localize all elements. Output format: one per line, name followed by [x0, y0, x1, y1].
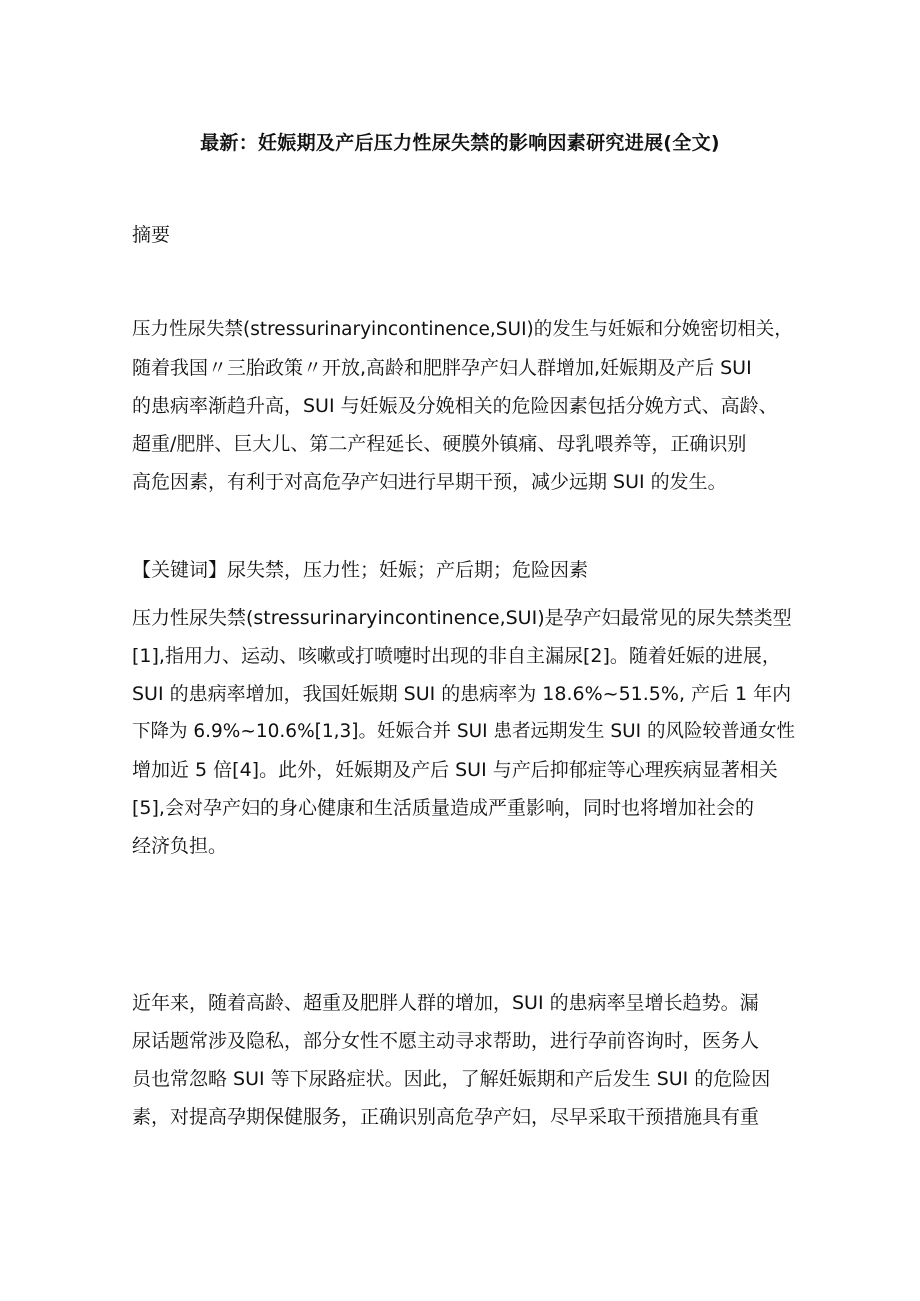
- body-line: 尿话题常涉及隐私，部分女性不愿主动寻求帮助，进行孕前咨询时，医务人: [132, 1030, 760, 1052]
- abstract-line: 压力性尿失禁(stressurinaryincontinence,SUI)的发生与妊娠和分娩密切相关，: [132, 319, 793, 340]
- body-line: 员也常忽略 SUI 等下尿路症状。因此，了解妊娠期和产后发生 SUI 的危险因: [132, 1068, 771, 1090]
- abstract-line: 超重/肥胖、巨大儿、第二产程延长、硬膜外镇痛、母乳喂养等，正确识别: [132, 433, 747, 455]
- document-title: 最新：妊娠期及产后压力性尿失禁的影响因素研究进展(全文): [200, 132, 720, 154]
- abstract-heading: 摘要: [132, 224, 171, 246]
- body-line: 压力性尿失禁(stressurinaryincontinence,SUI)是孕产妇最常见的尿失禁类型: [132, 607, 792, 629]
- body-line: SUI 的患病率增加，我国妊娠期 SUI 的患病率为 18.6%~51.5%, 产后 1 年内: [132, 683, 792, 705]
- body-line: 素，对提高孕期保健服务，正确识别高危孕产妇，尽早采取干预措施具有重: [132, 1106, 760, 1128]
- abstract-line: 的患病率渐趋升高，SUI 与妊娠及分娩相关的危险因素包括分娩方式、高龄、: [132, 395, 778, 417]
- keywords-line: 【关键词】尿失禁，压力性；妊娠；产后期；危险因素: [132, 559, 589, 581]
- body-paragraph-2: [132, 984, 797, 1136]
- abstract-line: 随着我国〃三胎政策〃开放,高龄和肥胖孕产妇人群增加,妊娠期及产后 SUI: [132, 357, 752, 379]
- abstract-paragraph: [132, 311, 797, 501]
- body-line: 近年来，随着高龄、超重及肥胖人群的增加，SUI 的患病率呈增长趋势。漏: [132, 992, 759, 1014]
- body-line: 增加近 5 倍[4]。此外，妊娠期及产后 SUI 与产后抑郁症等心理疾病显著相关: [132, 759, 778, 781]
- body-paragraph-1: [132, 599, 797, 865]
- body-line: 下降为 6.9%~10.6%[1,3]。妊娠合并 SUI 患者远期发生 SUI 的风险较普通女性: [132, 721, 796, 742]
- abstract-line: 高危因素，有利于对高危孕产妇进行早期干预，减少远期 SUI 的发生。: [132, 471, 727, 493]
- body-line: [1],指用力、运动、咳嗽或打喷嚏时出现的非自主漏尿[2]。随着妊娠的进展，: [132, 645, 781, 667]
- body-line: [5],会对孕产妇的身心健康和生活质量造成严重影响，同时也将增加社会的: [132, 797, 754, 819]
- body-line: 经济负担。: [132, 835, 228, 857]
